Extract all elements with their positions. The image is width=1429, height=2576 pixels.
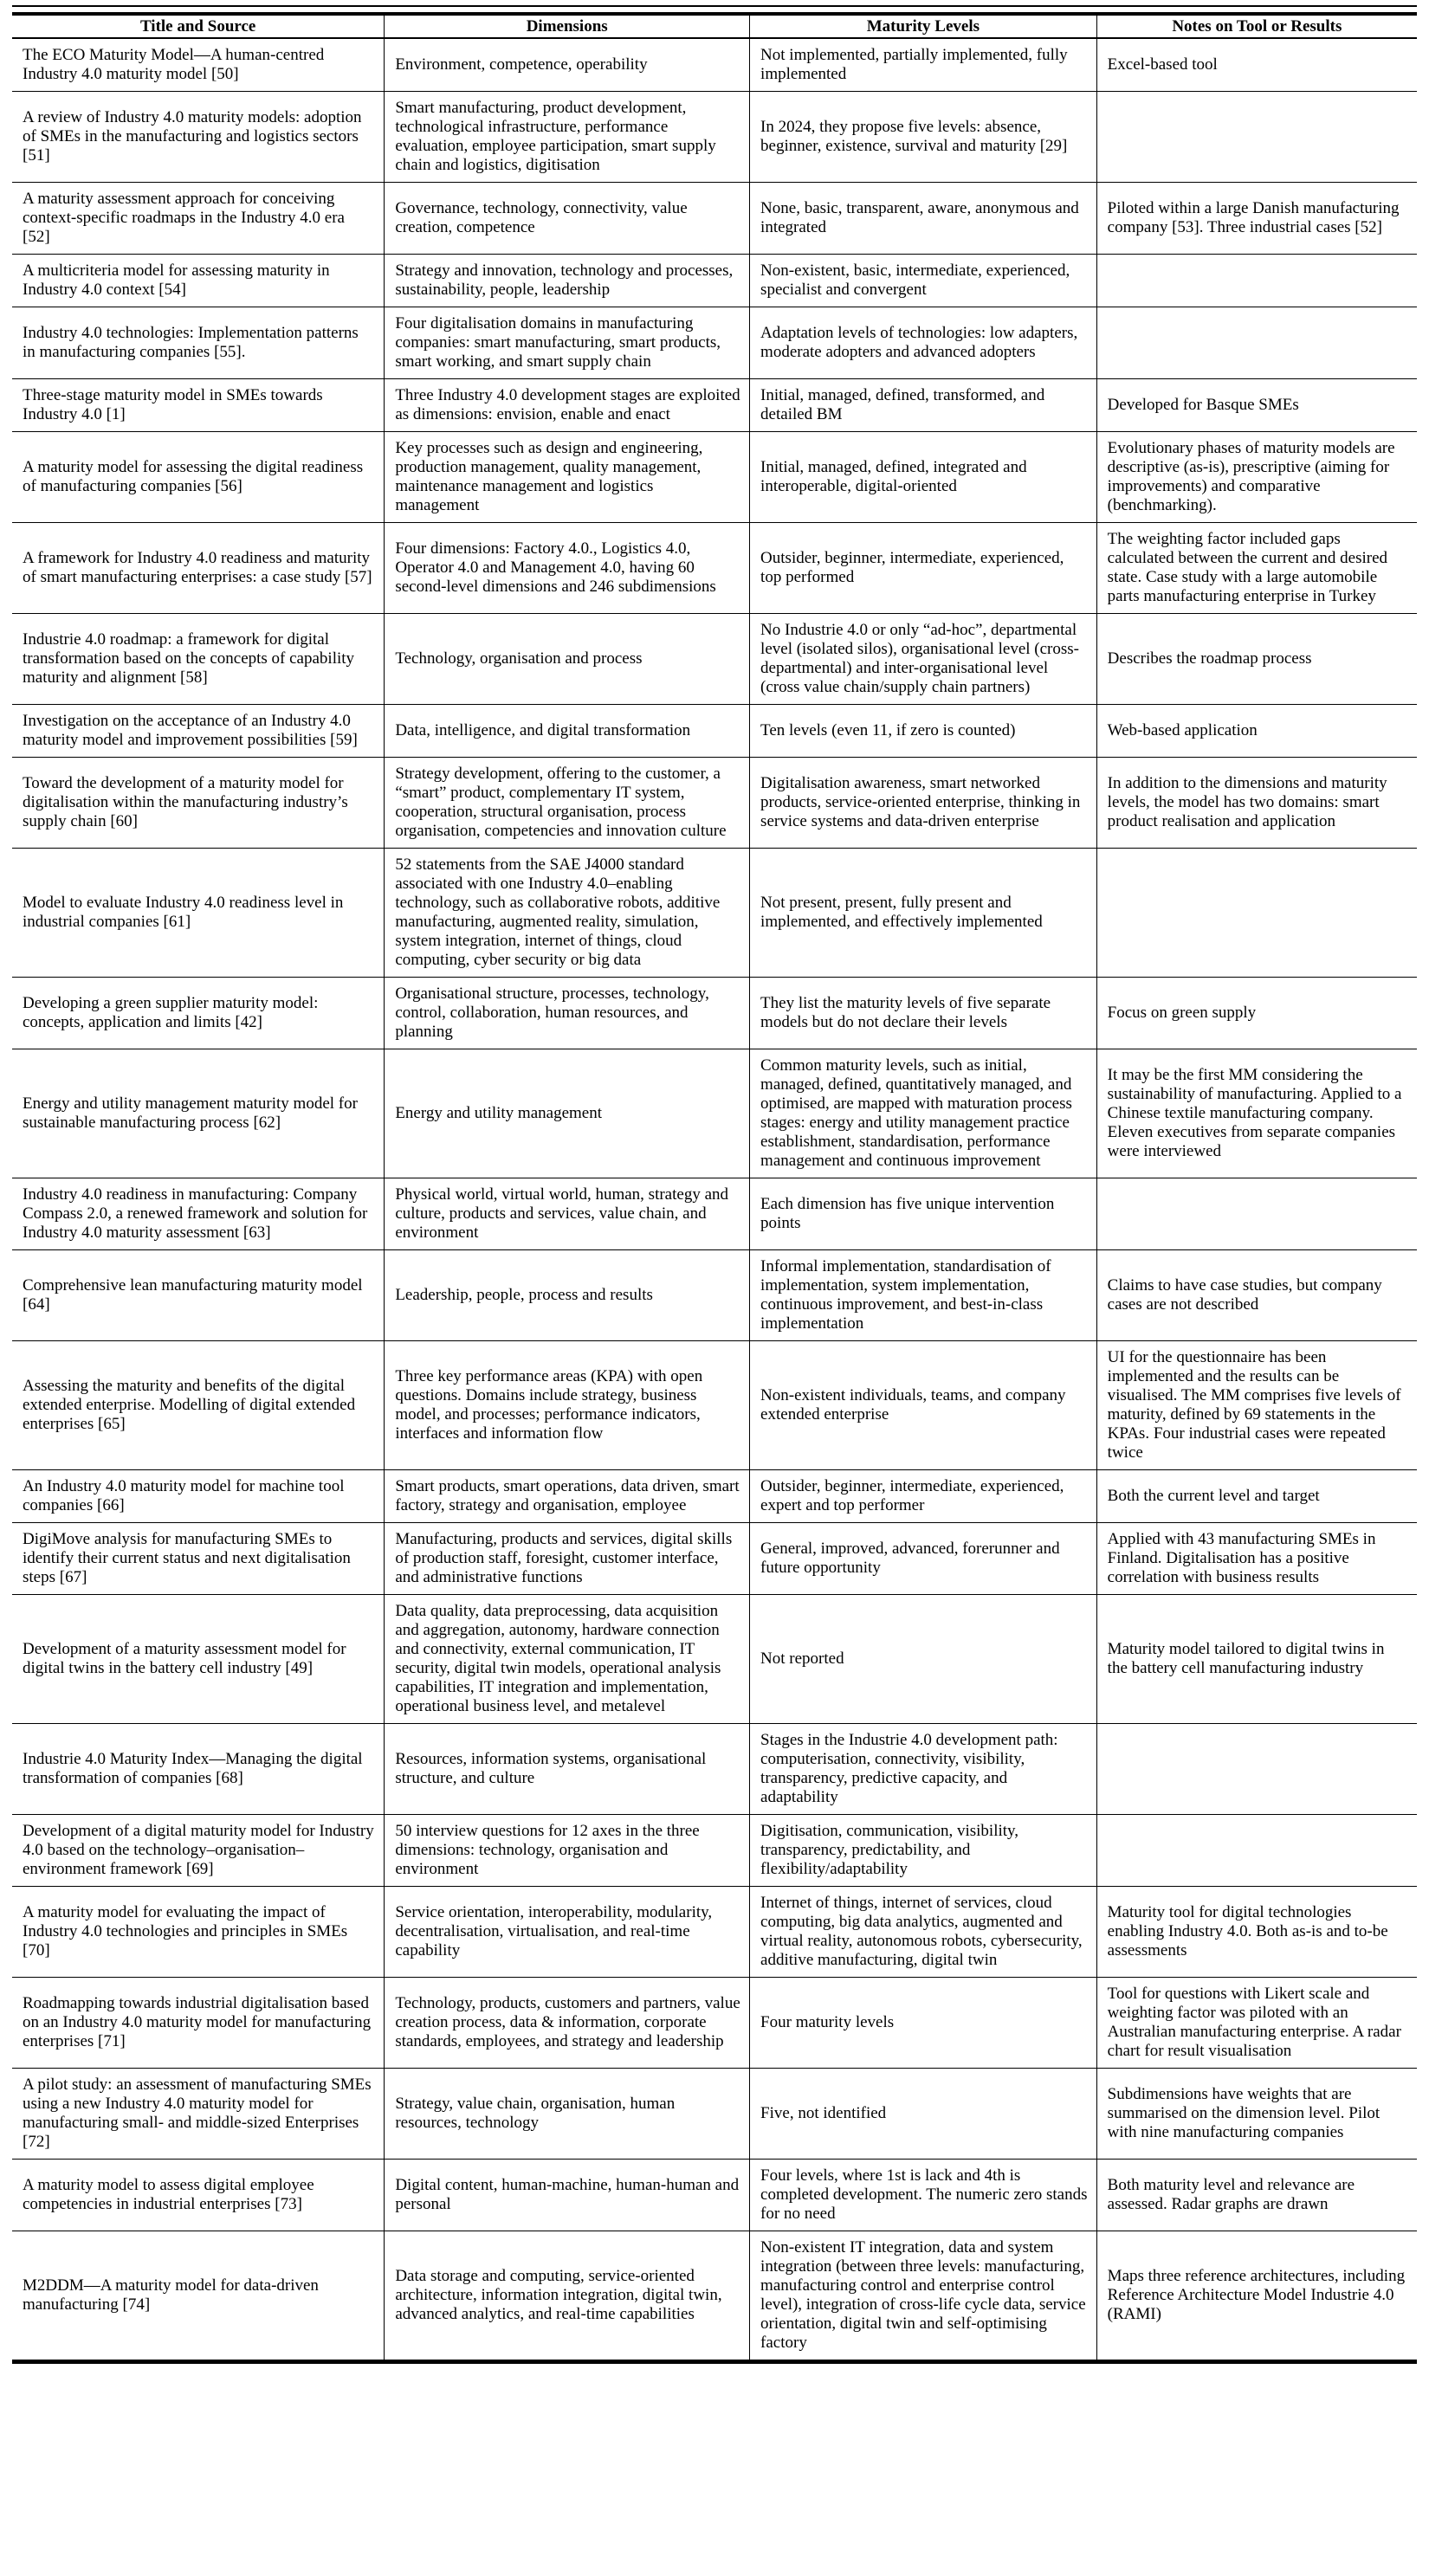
cell-title-source: Energy and utility management maturity model for sustainable manufacturing process [62] xyxy=(12,1049,385,1178)
cell-maturity-levels: Digitalisation awareness, smart networked products, service-oriented enterprise, thinking in service systems and data-driven enterprise xyxy=(750,758,1097,849)
cell-maturity-levels: General, improved, advanced, forerunner and future opportunity xyxy=(750,1523,1097,1595)
table-row xyxy=(12,1049,1417,1178)
cell-notes: Evolutionary phases of maturity models are descriptive (as-is), prescriptive (aiming for improvements) and comparative (benchmarking). xyxy=(1096,432,1417,523)
cell-dimensions: Strategy development, offering to the customer, a “smart” product, complementary IT system, cooperation, structural organisation, process organisation, competencies and innovation culture xyxy=(385,758,750,849)
table-row xyxy=(12,1341,1417,1470)
cell-dimensions: Service orientation, interoperability, modularity, decentralisation, virtualisation, and real-time capability xyxy=(385,1887,750,1978)
cell-notes: Subdimensions have weights that are summarised on the dimension level. Pilot with nine manufacturing companies xyxy=(1096,2069,1417,2160)
cell-title-source: M2DDM—A maturity model for data-driven manufacturing [74] xyxy=(12,2231,385,2362)
table-row xyxy=(12,2069,1417,2160)
cell-maturity-levels: Four levels, where 1st is lack and 4th is completed development. The numeric zero stands for no need xyxy=(750,2160,1097,2231)
cell-title-source: An Industry 4.0 maturity model for machine tool companies [66] xyxy=(12,1470,385,1523)
cell-dimensions: Environment, competence, operability xyxy=(385,38,750,92)
cell-notes xyxy=(1096,307,1417,379)
cell-dimensions: Governance, technology, connectivity, value creation, competence xyxy=(385,183,750,255)
table-row xyxy=(12,614,1417,705)
table-body xyxy=(12,38,1417,2362)
cell-maturity-levels: Non-existent IT integration, data and system integration (between three levels: manufacturing, manufacturing control and enterprise control level), integration of cross-life cycle data, service orientation, digital twin and self-optimising factory xyxy=(750,2231,1097,2362)
cell-notes: Describes the roadmap process xyxy=(1096,614,1417,705)
table-row xyxy=(12,92,1417,183)
cell-notes xyxy=(1096,849,1417,978)
cell-title-source: Roadmapping towards industrial digitalisation based on an Industry 4.0 maturity model for manufacturing enterprises [71] xyxy=(12,1978,385,2069)
cell-dimensions: Four dimensions: Factory 4.0., Logistics 4.0, Operator 4.0 and Management 4.0, having 60 second-level dimensions and 246 subdimensions xyxy=(385,523,750,614)
cell-dimensions: Key processes such as design and engineering, production management, quality management, maintenance management and logistics management xyxy=(385,432,750,523)
cell-title-source: The ECO Maturity Model—A human-centred Industry 4.0 maturity model [50] xyxy=(12,38,385,92)
cell-notes xyxy=(1096,255,1417,307)
table-row xyxy=(12,1523,1417,1595)
cell-maturity-levels: They list the maturity levels of five separate models but do not declare their levels xyxy=(750,978,1097,1049)
cell-title-source: Development of a digital maturity model for Industry 4.0 based on the technology–organisation–environment framework [69] xyxy=(12,1815,385,1887)
table-row xyxy=(12,1978,1417,2069)
cell-title-source: Comprehensive lean manufacturing maturity model [64] xyxy=(12,1250,385,1341)
cell-dimensions: Three key performance areas (KPA) with open questions. Domains include strategy, business model, and processes; performance indicators, interfaces and information flow xyxy=(385,1341,750,1470)
header-row xyxy=(12,14,1417,38)
cell-dimensions: Technology, products, customers and partners, value creation process, data & information, corporate standards, employees, and strategy and leadership xyxy=(385,1978,750,2069)
cell-title-source: A maturity model for evaluating the impact of Industry 4.0 technologies and principles in SMEs [70] xyxy=(12,1887,385,1978)
cell-dimensions: Data quality, data preprocessing, data acquisition and aggregation, autonomy, hardware connection and connectivity, external communication, IT security, digital twin models, operational analysis capabilities, IT integration and implementation, operational business level, and metalevel xyxy=(385,1595,750,1724)
cell-notes xyxy=(1096,92,1417,183)
cell-dimensions: Physical world, virtual world, human, strategy and culture, products and services, value chain, and environment xyxy=(385,1178,750,1250)
cell-notes: In addition to the dimensions and maturity levels, the model has two domains: smart product realisation and application xyxy=(1096,758,1417,849)
cell-notes: Claims to have case studies, but company cases are not described xyxy=(1096,1250,1417,1341)
cell-maturity-levels: Stages in the Industrie 4.0 development path: computerisation, connectivity, visibility, transparency, predictive capacity, and adaptability xyxy=(750,1724,1097,1815)
cell-title-source: Toward the development of a maturity model for digitalisation within the manufacturing industry’s supply chain [60] xyxy=(12,758,385,849)
cell-notes: Web-based application xyxy=(1096,705,1417,758)
cell-notes: UI for the questionnaire has been implemented and the results can be visualised. The MM comprises five levels of maturity, defined by 69 statements in the KPAs. Four industrial cases were repeated twice xyxy=(1096,1341,1417,1470)
cell-maturity-levels: Outsider, beginner, intermediate, experienced, expert and top performer xyxy=(750,1470,1097,1523)
cell-notes: Excel-based tool xyxy=(1096,38,1417,92)
cell-title-source: Model to evaluate Industry 4.0 readiness level in industrial companies [61] xyxy=(12,849,385,978)
cell-notes: Maturity tool for digital technologies enabling Industry 4.0. Both as-is and to-be assessments xyxy=(1096,1887,1417,1978)
table-row xyxy=(12,1595,1417,1724)
cell-maturity-levels: Not present, present, fully present and implemented, and effectively implemented xyxy=(750,849,1097,978)
table-row xyxy=(12,1178,1417,1250)
table-row xyxy=(12,1250,1417,1341)
cell-maturity-levels: Ten levels (even 11, if zero is counted) xyxy=(750,705,1097,758)
cell-maturity-levels: In 2024, they propose five levels: absence, beginner, existence, survival and maturity [29] xyxy=(750,92,1097,183)
cell-maturity-levels: Digitisation, communication, visibility, transparency, predictability, and flexibility/adaptability xyxy=(750,1815,1097,1887)
cell-title-source: Industrie 4.0 Maturity Index—Managing the digital transformation of companies [68] xyxy=(12,1724,385,1815)
cell-notes: It may be the first MM considering the sustainability of manufacturing. Applied to a Chinese textile manufacturing company. Eleven executives from separate companies were interviewed xyxy=(1096,1049,1417,1178)
table-row xyxy=(12,978,1417,1049)
cell-title-source: Assessing the maturity and benefits of the digital extended enterprise. Modelling of digital extended enterprises [65] xyxy=(12,1341,385,1470)
cell-notes: The weighting factor included gaps calculated between the current and desired state. Case study with a large automobile parts manufacturing enterprise in Turkey xyxy=(1096,523,1417,614)
cell-notes: Tool for questions with Likert scale and weighting factor was piloted with an Australian manufacturing enterprise. A radar chart for result visualisation xyxy=(1096,1978,1417,2069)
cell-notes: Applied with 43 manufacturing SMEs in Finland. Digitalisation has a positive correlation with business results xyxy=(1096,1523,1417,1595)
cell-dimensions: Organisational structure, processes, technology, control, collaboration, human resources, and planning xyxy=(385,978,750,1049)
cell-title-source: A maturity model to assess digital employee competencies in industrial enterprises [73] xyxy=(12,2160,385,2231)
table-row xyxy=(12,758,1417,849)
cell-dimensions: Digital content, human-machine, human-human and personal xyxy=(385,2160,750,2231)
table-row xyxy=(12,307,1417,379)
cell-maturity-levels: Not implemented, partially implemented, fully implemented xyxy=(750,38,1097,92)
cell-notes: Focus on green supply xyxy=(1096,978,1417,1049)
cell-title-source: A maturity model for assessing the digital readiness of manufacturing companies [56] xyxy=(12,432,385,523)
table-header xyxy=(12,14,1417,38)
cell-title-source: A pilot study: an assessment of manufacturing SMEs using a new Industry 4.0 maturity model for manufacturing small- and middle-sized Enterprises [72] xyxy=(12,2069,385,2160)
cell-title-source: A multicriteria model for assessing maturity in Industry 4.0 context [54] xyxy=(12,255,385,307)
cell-title-source: A review of Industry 4.0 maturity models: adoption of SMEs in the manufacturing and logistics sectors [51] xyxy=(12,92,385,183)
cell-notes: Piloted within a large Danish manufacturing company [53]. Three industrial cases [52] xyxy=(1096,183,1417,255)
table-row xyxy=(12,2231,1417,2362)
cell-title-source: Industrie 4.0 roadmap: a framework for digital transformation based on the concepts of capability maturity and alignment [58] xyxy=(12,614,385,705)
cell-notes: Maturity model tailored to digital twins in the battery cell manufacturing industry xyxy=(1096,1595,1417,1724)
table-row xyxy=(12,2160,1417,2231)
cell-maturity-levels: Non-existent, basic, intermediate, experienced, specialist and convergent xyxy=(750,255,1097,307)
review-table-wrapper xyxy=(12,5,1417,2364)
cell-maturity-levels: No Industrie 4.0 or only “ad-hoc”, departmental level (isolated silos), organisational level (cross-departmental) and inter-organisational level (cross value chain/supply chain partners) xyxy=(750,614,1097,705)
table-row xyxy=(12,1887,1417,1978)
cell-notes xyxy=(1096,1815,1417,1887)
cell-notes xyxy=(1096,1724,1417,1815)
cell-dimensions: 52 statements from the SAE J4000 standard associated with one Industry 4.0–enabling technology, such as collaborative robots, additive manufacturing, augmented reality, simulation, system integration, internet of things, cloud computing, cyber security or big data xyxy=(385,849,750,978)
cell-dimensions: Strategy, value chain, organisation, human resources, technology xyxy=(385,2069,750,2160)
column-header-notes: Notes on Tool or Results xyxy=(1096,14,1417,38)
cell-maturity-levels: Non-existent individuals, teams, and company extended enterprise xyxy=(750,1341,1097,1470)
cell-title-source: DigiMove analysis for manufacturing SMEs to identify their current status and next digitalisation steps [67] xyxy=(12,1523,385,1595)
cell-title-source: A maturity assessment approach for conceiving context-specific roadmaps in the Industry 4.0 era [52] xyxy=(12,183,385,255)
cell-maturity-levels: Outsider, beginner, intermediate, experienced, top performed xyxy=(750,523,1097,614)
cell-maturity-levels: Initial, managed, defined, integrated and interoperable, digital-oriented xyxy=(750,432,1097,523)
cell-maturity-levels: Informal implementation, standardisation of implementation, system implementation, continuous improvement, and best-in-class implementation xyxy=(750,1250,1097,1341)
cell-dimensions: Technology, organisation and process xyxy=(385,614,750,705)
cell-dimensions: Smart products, smart operations, data driven, smart factory, strategy and organisation, employee xyxy=(385,1470,750,1523)
cell-notes: Both maturity level and relevance are assessed. Radar graphs are drawn xyxy=(1096,2160,1417,2231)
cell-dimensions: Four digitalisation domains in manufacturing companies: smart manufacturing, smart products, smart working, and smart supply chain xyxy=(385,307,750,379)
cell-title-source: Industry 4.0 readiness in manufacturing: Company Compass 2.0, a renewed framework and solution for Industry 4.0 maturity assessment [63] xyxy=(12,1178,385,1250)
table-row xyxy=(12,1470,1417,1523)
cell-maturity-levels: None, basic, transparent, aware, anonymous and integrated xyxy=(750,183,1097,255)
cell-dimensions: Resources, information systems, organisational structure, and culture xyxy=(385,1724,750,1815)
column-header-dimensions: Dimensions xyxy=(385,14,750,38)
cell-dimensions: Smart manufacturing, product development, technological infrastructure, performance evaluation, employee participation, smart supply chain and logistics, digitisation xyxy=(385,92,750,183)
cell-title-source: Three-stage maturity model in SMEs towards Industry 4.0 [1] xyxy=(12,379,385,432)
table-row xyxy=(12,38,1417,92)
table-row xyxy=(12,255,1417,307)
table-row xyxy=(12,1724,1417,1815)
table-row xyxy=(12,1815,1417,1887)
cell-dimensions: 50 interview questions for 12 axes in the three dimensions: technology, organisation and environment xyxy=(385,1815,750,1887)
cell-maturity-levels: Initial, managed, defined, transformed, and detailed BM xyxy=(750,379,1097,432)
cell-title-source: Industry 4.0 technologies: Implementation patterns in manufacturing companies [55]. xyxy=(12,307,385,379)
cell-maturity-levels: Adaptation levels of technologies: low adapters, moderate adopters and advanced adopters xyxy=(750,307,1097,379)
cell-title-source: Developing a green supplier maturity model: concepts, application and limits [42] xyxy=(12,978,385,1049)
table-row xyxy=(12,379,1417,432)
cell-dimensions: Strategy and innovation, technology and processes, sustainability, people, leadership xyxy=(385,255,750,307)
cell-maturity-levels: Each dimension has five unique intervention points xyxy=(750,1178,1097,1250)
column-header-title-source: Title and Source xyxy=(12,14,385,38)
cell-notes: Maps three reference architectures, including Reference Architecture Model Industrie 4.0 (RAMI) xyxy=(1096,2231,1417,2362)
cell-title-source: Investigation on the acceptance of an Industry 4.0 maturity model and improvement possibilities [59] xyxy=(12,705,385,758)
cell-title-source: Development of a maturity assessment model for digital twins in the battery cell industry [49] xyxy=(12,1595,385,1724)
cell-notes: Developed for Basque SMEs xyxy=(1096,379,1417,432)
table-row xyxy=(12,705,1417,758)
column-header-maturity-levels: Maturity Levels xyxy=(750,14,1097,38)
cell-dimensions: Data storage and computing, service-oriented architecture, information integration, digital twin, advanced analytics, and real-time capabilities xyxy=(385,2231,750,2362)
cell-maturity-levels: Five, not identified xyxy=(750,2069,1097,2160)
cell-maturity-levels: Internet of things, internet of services, cloud computing, big data analytics, augmented and virtual reality, autonomous robots, cybersecurity, additive manufacturing, digital twin xyxy=(750,1887,1097,1978)
cell-dimensions: Data, intelligence, and digital transformation xyxy=(385,705,750,758)
table-row xyxy=(12,183,1417,255)
table-row xyxy=(12,432,1417,523)
cell-title-source: A framework for Industry 4.0 readiness and maturity of smart manufacturing enterprises: a case study [57] xyxy=(12,523,385,614)
cell-notes: Both the current level and target xyxy=(1096,1470,1417,1523)
cell-maturity-levels: Four maturity levels xyxy=(750,1978,1097,2069)
cell-notes xyxy=(1096,1178,1417,1250)
table-row xyxy=(12,849,1417,978)
cell-dimensions: Three Industry 4.0 development stages are exploited as dimensions: envision, enable and enact xyxy=(385,379,750,432)
cell-dimensions: Manufacturing, products and services, digital skills of production staff, foresight, customer interface, and administrative functions xyxy=(385,1523,750,1595)
cell-maturity-levels: Not reported xyxy=(750,1595,1097,1724)
cell-dimensions: Leadership, people, process and results xyxy=(385,1250,750,1341)
table-row xyxy=(12,523,1417,614)
cell-maturity-levels: Common maturity levels, such as initial, managed, defined, quantitatively managed, and optimised, are mapped with maturation process stages: energy and utility management practice establishment, standardisation, performance management and continuous improvement xyxy=(750,1049,1097,1178)
maturity-models-review-table xyxy=(12,12,1417,2364)
cell-dimensions: Energy and utility management xyxy=(385,1049,750,1178)
